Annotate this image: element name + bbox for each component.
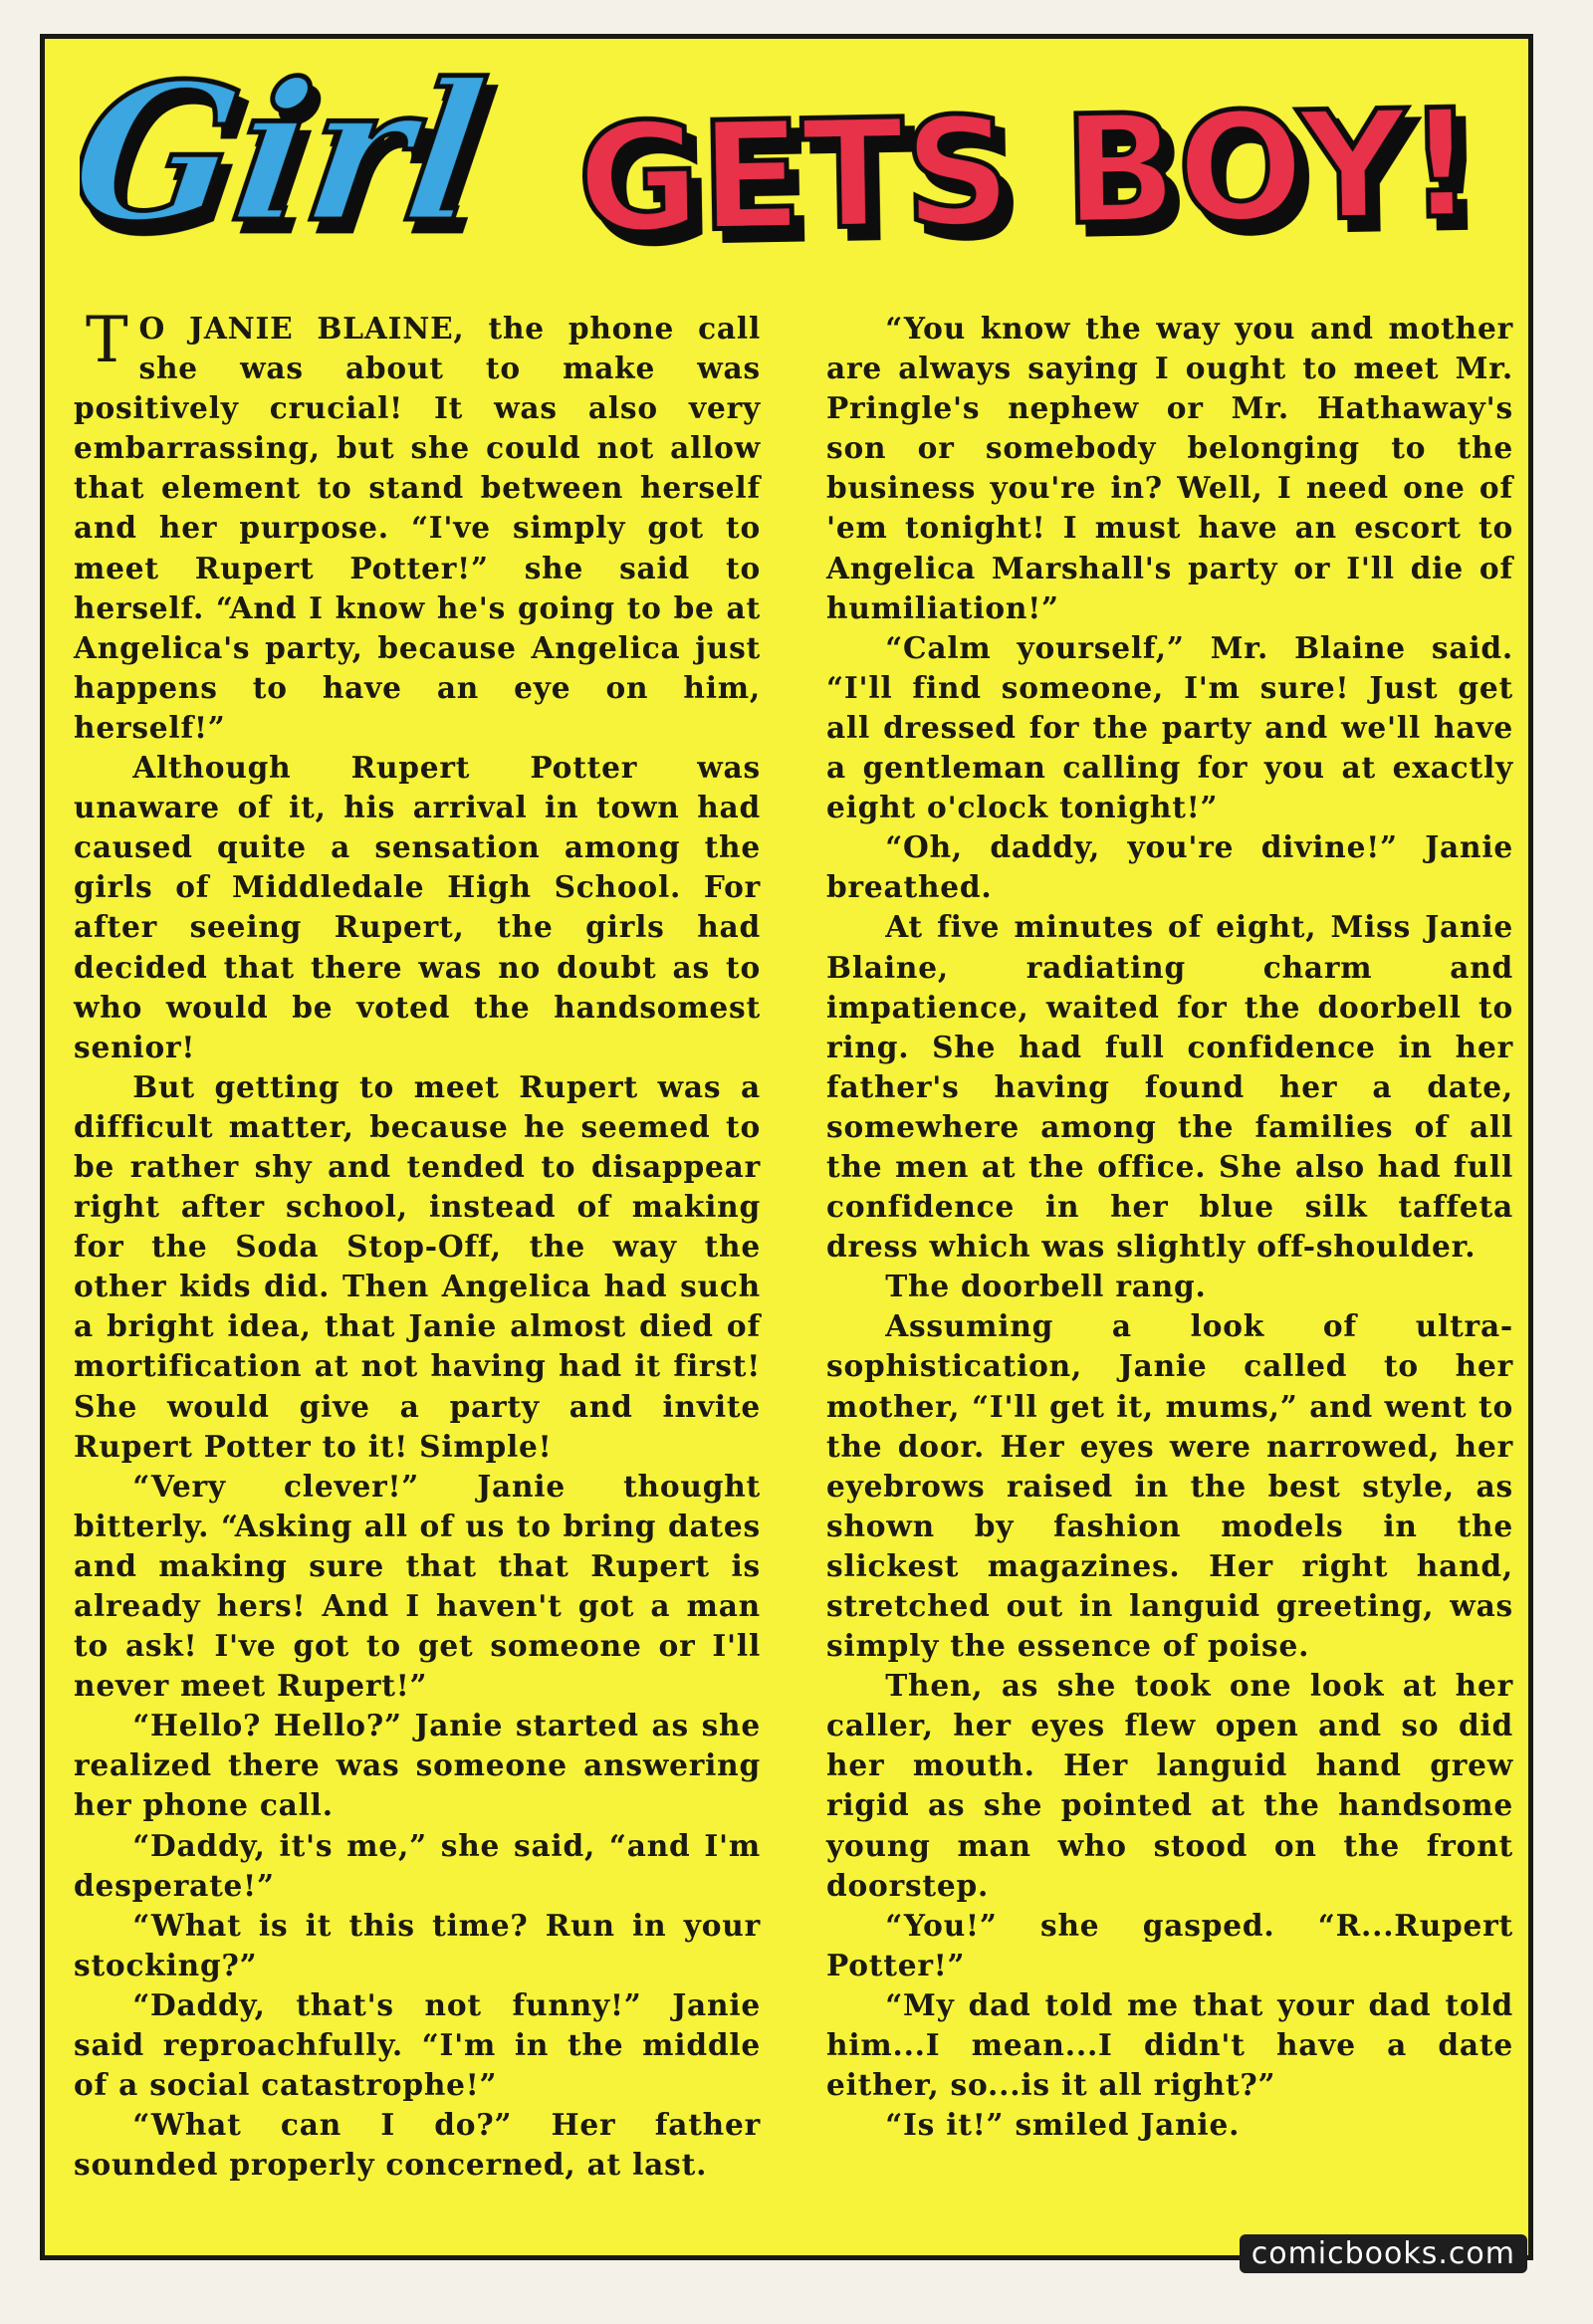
- story-paragraph: “You!” she gasped. “R...Rupert Potter!”: [826, 1907, 1513, 1982]
- story-paragraph: Then, as she took one look at her caller, her eyes flew open and so did her mouth. Her languid hand grew rigid as she pointed at the handsome young man who stood on the front doorstep.: [826, 1668, 1513, 1903]
- title-part1: Girl: [80, 55, 497, 265]
- title-part2: GETS BOY!: [575, 78, 1474, 267]
- site-watermark: comicbooks.com: [1240, 2234, 1527, 2273]
- story-paragraph: Assuming a look of ultra-sophistication, Janie called to her mother, “I'll get it, mums,” and went to the door. Her eyes were narrowed, her eyebrows raised in the best style, as shown by fashion models in the slickest magazines. Her right hand, stretched out in languid greeting, was simply the essence of poise.: [826, 1308, 1513, 1664]
- story-paragraph: “Is it!” smiled Janie.: [885, 2107, 1241, 2143]
- story-paragraph: “What is it this time? Run in your stocking?”: [74, 1907, 761, 1982]
- story-paragraph: But getting to meet Rupert was a difficult matter, because he seemed to be rather shy and tended to disappear right after school, instead of making for the Soda Stop-Off, the way the other kids did. Then Angelica had such a bright idea, that Janie almost died of mortification at not having had it first! She would give a party and invite Rupert Potter to it! Simple!: [74, 1068, 761, 1464]
- story-paragraph: “Calm yourself,” Mr. Blaine said. “I'll find someone, I'm sure! Just get all dressed for the party and we'll have a gentleman calling for you at exactly eight o'clock tonight!”: [826, 629, 1513, 825]
- story-paragraph: “Daddy, it's me,” she said, “and I'm desperate!”: [74, 1827, 761, 1903]
- story-paragraph: “You know the way you and mother are always saying I ought to meet Mr. Pringle's nephew or Mr. Hathaway's son or somebody belonging to the business you're in? Well, I need one of 'em tonight! I must have an escort to Angelica Marshall's party or I'll die of humiliation!”: [826, 311, 1513, 625]
- story-paragraph: At five minutes of eight, Miss Janie Blaine, radiating charm and impatience, waited for the doorbell to ring. She had full confidence in her father's having found her a date, somewhere among the families of all the men at the office. She also had full confidence in her blue silk taffeta dress which was slightly off-shoulder.: [826, 909, 1513, 1265]
- left-column: [74, 304, 761, 2185]
- story-paragraph: The doorbell rang.: [885, 1269, 1207, 1304]
- story-paragraph: “Oh, daddy, you're divine!” Janie breathed.: [826, 829, 1513, 905]
- right-column: [826, 309, 1513, 2145]
- story-title: [80, 55, 1474, 274]
- title-lettering: [80, 55, 1474, 274]
- story-paragraph: “Daddy, that's not funny!” Janie said reproachfully. “I'm in the middle of a social catastrophe!”: [74, 1986, 761, 2103]
- story-paragraph: TO JANIE BLAINE, the phone call she was about to make was positively crucial! It was also very embarrassing, but she could not allow that element to stand between herself and her purpose. “I've simply got to meet Rupert Potter!” she said to herself. “And I know he's going to be at Angelica's party, because Angelica just happens to have an eye on him, herself!”: [74, 304, 761, 745]
- story-paragraph: “My dad told me that your dad told him...I mean...I didn't have a date either, so...is it all right?”: [826, 1986, 1513, 2103]
- story-paragraph: Although Rupert Potter was unaware of it, his arrival in town had caused quite a sensation among the girls of Middledale High School. For after seeing Rupert, the girls had decided that there was no doubt as to who would be voted the handsomest senior!: [74, 750, 761, 1064]
- story-paragraph: “What can I do?” Her father sounded properly concerned, at last.: [74, 2107, 761, 2183]
- story-paragraph: “Very clever!” Janie thought bitterly. “Asking all of us to bring dates and making sure that that Rupert is already hers! And I haven't got a man to ask! I've got to get someone or I'll never meet Rupert!”: [74, 1468, 761, 1704]
- story-paragraph: “Hello? Hello?” Janie started as she realized there was someone answering her phone call.: [74, 1708, 761, 1823]
